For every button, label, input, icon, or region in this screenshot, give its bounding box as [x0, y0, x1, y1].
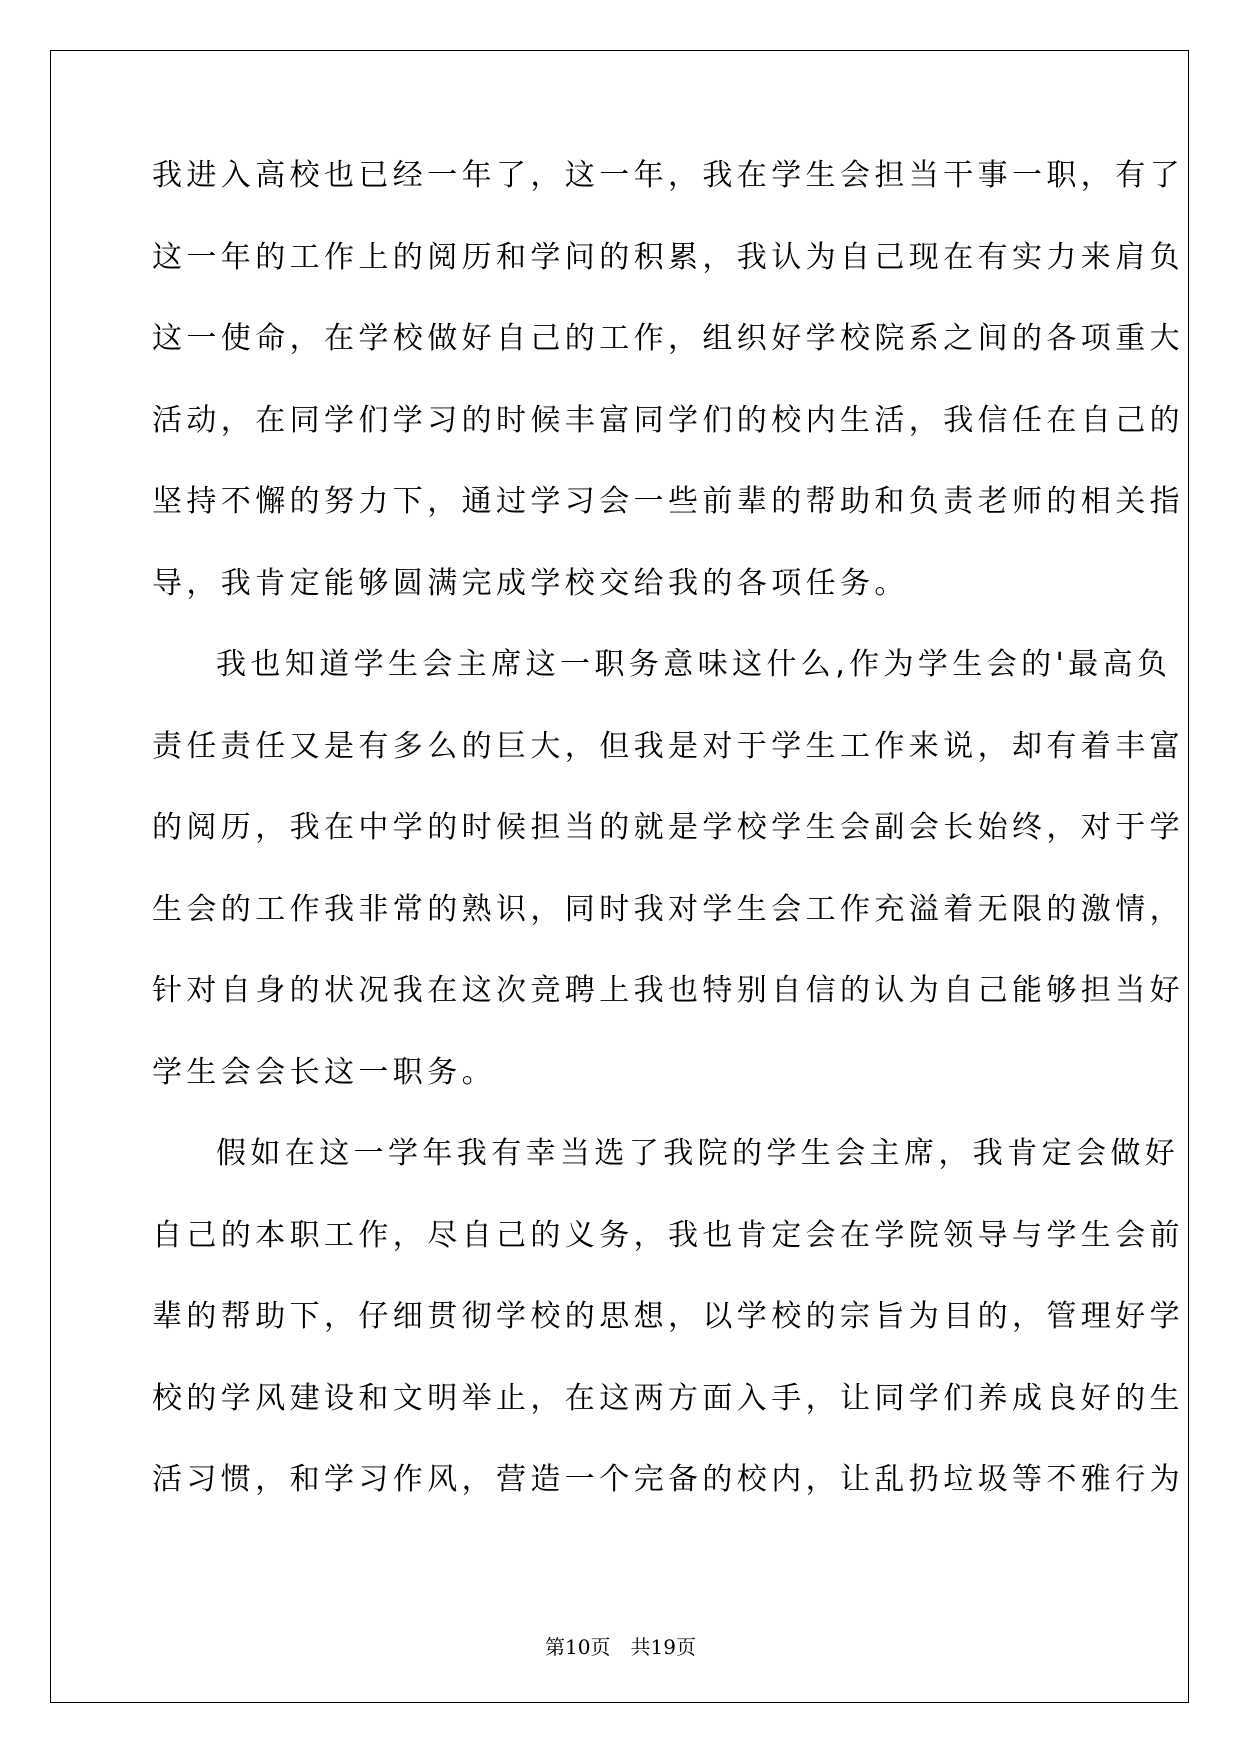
- text-line: 导，我肯定能够圆满完成学校交给我的各项任务。: [152, 565, 909, 601]
- text-line: 这一使命，在学校做好自己的工作，组织好学校院系之间的各项重大: [152, 321, 1184, 356]
- text-line: 坚持不懈的努力下，通过学习会一些前辈的帮助和负责老师的相关指: [152, 484, 1184, 519]
- text-line: 校的学风建设和文明举止，在这两方面入手，让同学们养成良好的生: [152, 1380, 1184, 1416]
- text-line: 责任责任又是有多么的巨大，但我是对于学生工作来说，却有着丰富: [152, 728, 1184, 764]
- text-line: 辈的帮助下，仔细贯彻学校的思想，以学校的宗旨为目的，管理好学: [152, 1299, 1184, 1334]
- text-line: 活习惯，和学习作风，营造一个完备的校内，让乱扔垃圾等不雅行为: [152, 1462, 1184, 1497]
- text-line: 的阅历，我在中学的时候担当的就是学校学生会副会长始终，对于学: [152, 810, 1184, 845]
- text-line: 我进入高校也已经一年了，这一年，我在学生会担当干事一职，有了: [152, 158, 1184, 193]
- document-body: [152, 158, 1184, 1547]
- text-line: 活动，在同学们学习的时候丰富同学们的校内生活，我信任在自己的: [152, 402, 1184, 438]
- paragraph-first-line: 我也知道学生会主席这一职务意味这什么,作为学生会的'最高负: [216, 647, 1172, 682]
- text-line: 学生会会长这一职务。: [152, 1054, 496, 1090]
- text-line: 这一年的工作上的阅历和学问的积累，我认为自己现在有实力来肩负: [152, 239, 1184, 275]
- page-footer: 第10页 共19页: [545, 1635, 696, 1659]
- paragraph-first-line: 假如在这一学年我有幸当选了我院的学生会主席，我肯定会做好: [216, 1136, 1180, 1171]
- text-line: 自己的本职工作，尽自己的义务，我也肯定会在学院领导与学生会前: [152, 1217, 1184, 1253]
- text-line: 针对自身的状况我在这次竞聘上我也特别自信的认为自己能够担当好: [152, 973, 1184, 1008]
- text-line: 生会的工作我非常的熟识，同时我对学生会工作充溢着无限的激情，: [152, 891, 1184, 927]
